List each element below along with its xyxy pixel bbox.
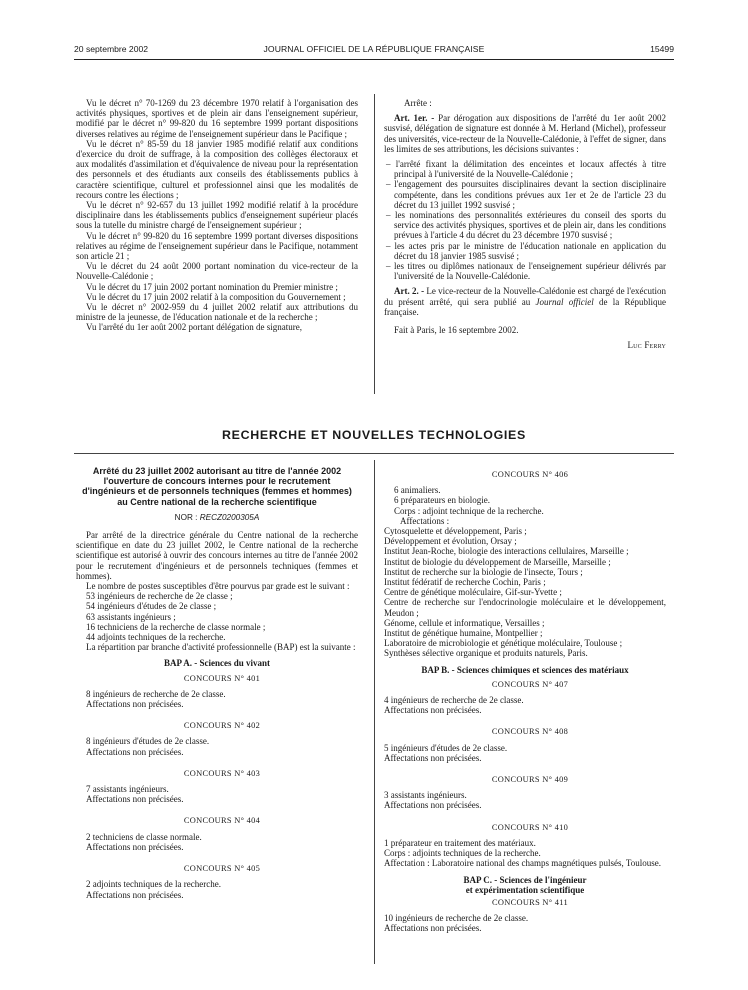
concours-title: CONCOURS N° 404	[183, 816, 261, 826]
column-divider	[374, 460, 375, 964]
concours-line: 1 préparateur en traitement des matériaux.	[384, 837, 536, 848]
visa-paragraph: Vu le décret n° 92-657 du 13 juillet 1992 modifié relatif à la procédure disciplinaire dans les établissements publics d'enseignement supérieur placés sous la tutelle du ministre chargé de l'enseignement supérieur ;	[76, 200, 358, 231]
postes-intro: Le nombre de postes susceptibles d'être pourvus par grade est le suivant :	[86, 581, 350, 592]
affectation-item: Génome, cellule et informatique, Versailles ;	[384, 617, 545, 628]
concours-line: 5 ingénieurs d'études de 2e classe.	[384, 742, 508, 753]
visa-paragraph: Vu le décret n° 99-820 du 16 septembre 1999 portant diverses dispositions relatives au régime de l'enseignement supérieur dans le Pacifique, notamment son article 21 ;	[76, 230, 358, 262]
concours-line: Corps : adjoint technique de la recherche.	[394, 505, 544, 516]
header-rule	[74, 59, 674, 60]
article-2-text: Le vice-recteur de la Nouvelle-Calédonie est chargé de l'exécution du présent arrêté, qui sera publié au	[384, 286, 666, 307]
concours-title: CONCOURS N° 406	[491, 470, 569, 479]
visa-paragraph: Vu le décret du 17 juin 2002 relatif à la composition du Gouvernement ;	[86, 291, 346, 302]
arrete-heading: Arrête :	[404, 98, 432, 108]
concours-line: 10 ingénieurs de recherche de 2e classe.	[384, 913, 529, 924]
concours-line: Affectations non précisées.	[86, 889, 184, 900]
poste-item: 63 assistants ingénieurs ;	[86, 611, 176, 622]
article-2-text-end: de la République française.	[384, 296, 666, 317]
visa-paragraph: Vu le décret n° 2002-959 du 4 juillet 2002 relatif aux attributions du ministre de la jeunesse, de l'éducation nationale et de la recherche ;	[76, 302, 358, 323]
running-head	[74, 44, 674, 58]
articles-column	[384, 98, 666, 350]
bap-c-label-line1: BAP C. - Sciences de l'ingénieur	[463, 874, 587, 885]
visa-paragraph: Vu le décret n° 85-59 du 18 janvier 1985 modifié relatif aux conditions d'exercice du droit de suffrage, à la composition des collèges électoraux et aux modalités d'assimilation et d'équivalence de niveau pour la représentation des personnels et des étudiants aux conseils des établissements publics à caractère scientifique, culturel et professionnel ainsi que les modalités de recours contre les élections ;	[76, 138, 358, 200]
poste-item: 44 adjoints techniques de la recherche.	[86, 632, 226, 643]
intro-paragraph: Par arrêté de la directrice générale du Centre national de la recherche scientifique en date du 23 juillet 2002, le Centre national de la recherche scientifique est autorisé à ouvrir des concours internes au titre de l'année 2002 pour le recrutement d'ingénieurs et de personnels techniques (femmes et hommes).	[76, 530, 358, 581]
bap-b-heading	[384, 665, 666, 675]
concours-line: 8 ingénieurs de recherche de 2e classe.	[86, 688, 226, 699]
arrete-title: Arrêté du 23 juillet 2002 autorisant au titre de l'année 2002 l'ouverture de concours internes pour le recrutement d'ingénieurs et de personnels techniques (femmes et hommes) au Centre national de la recherche scientifique	[82, 466, 352, 507]
bap-b-label: BAP B. - Sciences chimiques et sciences des matériaux	[421, 664, 629, 675]
article-2-label: Art. 2. -	[394, 286, 425, 297]
header-journal-title: JOURNAL OFFICIEL DE LA RÉPUBLIQUE FRANÇAISE	[263, 44, 485, 54]
concours-line: 2 adjoints techniques de la recherche.	[86, 879, 221, 890]
article-2	[384, 286, 666, 317]
affectation-item: Institut de recherche sur la biologie de l'insecte, Tours ;	[384, 566, 583, 577]
visa-paragraph: Vu le décret n° 70-1269 du 23 décembre 1970 relatif à l'organisation des activités physiques, sportives et de plein air dans l'enseignement supérieur, modifié par le décret n° 99-820 du 16 septembre 1999 portant dispositions diverses relatives au régime de l'enseignement supérieur dans le Pacifique ;	[76, 98, 358, 139]
nor-label: NOR :	[174, 512, 200, 522]
bap-a-heading	[76, 658, 358, 668]
article-1	[384, 113, 666, 154]
concours-line: Affectations non précisées.	[86, 746, 184, 757]
visa-paragraph: Vu le décret du 24 août 2000 portant nomination du vice-recteur de la Nouvelle-Calédonie ;	[76, 261, 358, 282]
affectations-label: Affectations :	[400, 515, 450, 526]
concours-line: 4 ingénieurs de recherche de 2e classe.	[384, 695, 524, 706]
affectation-item: Institut de génétique humaine, Montpellier ;	[384, 628, 543, 639]
article-1-text: Par dérogation aux dispositions de l'arrêté du 1er août 2002 susvisé, délégation de signature est donnée à M. Herland (Michel), professeur des universités, vice-recteur de la Nouvelle-Calédonie, à l'effet de signer, dans les limites de ses attributions, les décisions suivantes :	[384, 113, 667, 154]
concours-title: CONCOURS N° 405	[183, 864, 261, 874]
decision-item: – les nominations des personnalités extérieures du conseil des sports du service des activités physiques, sportives et de plein air, dans les conditions prévues à l'article 4 du décret du 23 décembre 1970 susvisé ;	[386, 210, 666, 241]
concours-line: 8 ingénieurs d'études de 2e classe.	[86, 736, 210, 747]
column-divider	[374, 94, 375, 394]
bap-c-label-line2: et expérimentation scientifique	[465, 884, 585, 895]
affectation-item: Développement et évolution, Orsay ;	[384, 536, 517, 547]
concours-title: CONCOURS N° 410	[491, 822, 569, 832]
concours-title: CONCOURS N° 401	[183, 673, 261, 683]
concours-line: Affectations non précisées.	[86, 841, 184, 852]
affectation-item: Institut de biologie du développement de Marseille, Marseille ;	[384, 556, 611, 567]
bap-a-label: BAP A. - Sciences du vivant	[163, 658, 270, 669]
decision-item: – les titres ou diplômes nationaux de l'enseignement supérieur délivrés par l'université de la Nouvelle-Calédonie.	[386, 261, 666, 282]
visa-paragraph: Vu l'arrêté du 1er août 2002 portant délégation de signature,	[86, 322, 303, 333]
repartition-paragraph: La répartition par branche d'activité professionnelle (BAP) est la suivante :	[86, 642, 356, 653]
decision-item: – les actes pris par le ministre de l'éducation nationale en application du décret du 18 janvier 1985 susvisé ;	[386, 240, 666, 261]
concours-line: Affectations non précisées.	[384, 752, 482, 763]
concours-line: Corps : adjoints techniques de la recherche.	[384, 848, 541, 859]
affectation-item: Laboratoire de microbiologie et génétique moléculaire, Toulouse ;	[384, 638, 623, 649]
concours-line: 3 assistants ingénieurs.	[384, 790, 467, 801]
concours-title: CONCOURS N° 402	[183, 721, 261, 731]
poste-item: 16 techniciens de la recherche de classe normale ;	[86, 621, 266, 632]
poste-item: 53 ingénieurs de recherche de 2e classe ;	[86, 591, 233, 602]
concours-line: 2 techniciens de classe normale.	[86, 831, 202, 842]
poste-item: 54 ingénieurs d'études de 2e classe ;	[86, 601, 217, 612]
concours-line: Affectations non précisées.	[86, 794, 184, 805]
article-1-label: Art. 1er. -	[394, 113, 435, 124]
affectation-item: Centre de génétique moléculaire, Gif-sur-Yvette ;	[384, 587, 562, 598]
nor-code: RECZ0200305A	[199, 512, 260, 522]
section-title: RECHERCHE ET NOUVELLES TECHNOLOGIES	[221, 428, 526, 442]
concours-line: Affectations non précisées.	[86, 699, 184, 710]
concours-line: 6 animaliers.	[394, 485, 441, 496]
concours-line: Affectations non précisées.	[384, 800, 482, 811]
visa-paragraph: Vu le décret du 17 juin 2002 portant nomination du Premier ministre ;	[86, 281, 338, 292]
concours-title: CONCOURS N° 407	[491, 679, 569, 689]
affectation-item: Synthèses sélective organique et produits naturels, Paris.	[384, 648, 588, 659]
header-page-number: 15499	[650, 44, 674, 54]
concours-line: Affectations non précisées.	[384, 705, 482, 716]
concours-title: CONCOURS N° 408	[491, 727, 569, 737]
affectation-item: Cytosquelette et développement, Paris ;	[384, 526, 527, 537]
decision-item: – l'arrêté fixant la délimitation des enceintes et locaux affectés à titre principal à l'université de la Nouvelle-Calédonie ;	[386, 159, 666, 180]
affectation-item: Centre de recherche sur l'endocrinologie moléculaire et le développement, Meudon ;	[384, 597, 666, 618]
concours-line: 6 préparateurs en biologie.	[394, 495, 490, 506]
concours-line: 7 assistants ingénieurs.	[86, 784, 169, 795]
concours-title: CONCOURS N° 403	[183, 768, 261, 778]
section-rule	[74, 453, 674, 454]
header-date: 20 septembre 2002	[74, 44, 149, 54]
arrete-column	[76, 466, 358, 900]
visas-column	[76, 98, 358, 333]
concours-title: CONCOURS N° 409	[491, 775, 569, 785]
affectation-item: Institut Jean-Roche, biologie des interactions cellulaires, Marseille ;	[384, 546, 629, 557]
bap-c-heading	[384, 875, 666, 895]
concours-title: CONCOURS N° 411	[492, 897, 568, 907]
concours-line: Affectation : Laboratoire national des champs magnétiques pulsés, Toulouse.	[384, 858, 661, 869]
journal-officiel-italic: Journal officiel	[535, 296, 594, 307]
decision-item: – l'engagement des poursuites disciplinaires devant la section disciplinaire compétente, dans les conditions prévues aux 1er et 2e de l'article 23 du décret du 13 juillet 1992 susvisé ;	[386, 179, 666, 210]
nor-reference	[76, 513, 358, 523]
concours-line: Affectations non précisées.	[384, 923, 482, 934]
concours-column	[384, 470, 666, 934]
fait-a-paris: Fait à Paris, le 16 septembre 2002.	[394, 325, 519, 336]
signature: Luc Ferry	[627, 340, 666, 351]
affectation-item: Institut fédératif de recherche Cochin, Paris ;	[384, 577, 546, 588]
